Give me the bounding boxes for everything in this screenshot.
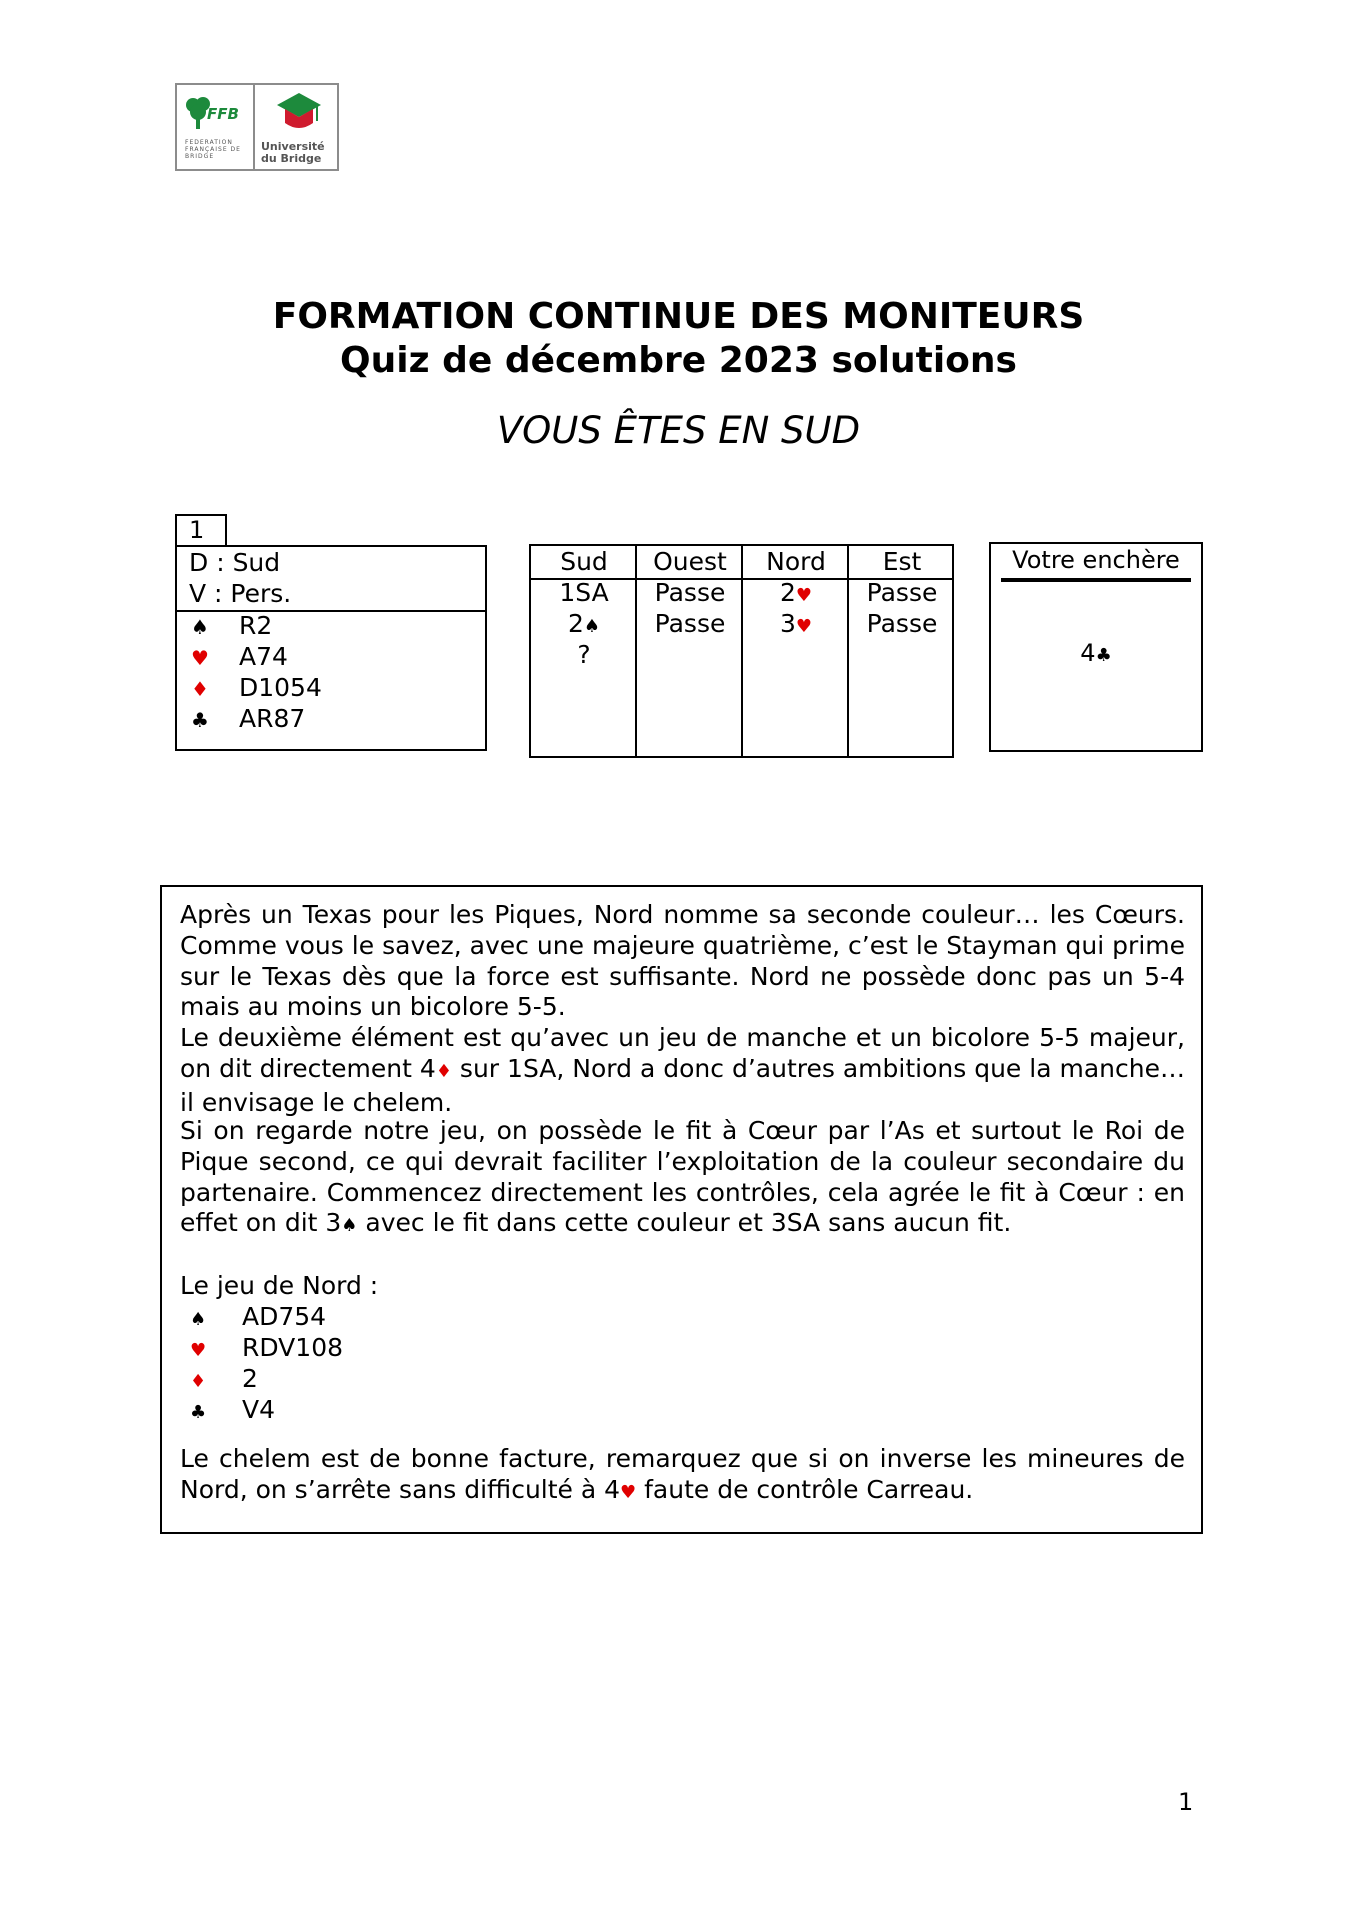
south-hand-box — [175, 545, 487, 751]
ffb-logo-subtext: FEDERATION FRANÇAISE DE BRIDGE — [185, 139, 241, 160]
page-number: 1 — [1178, 1788, 1194, 1816]
auction-bid — [743, 577, 849, 611]
club-cards: AR87 — [239, 704, 306, 733]
dealer-label: D : Sud — [189, 548, 281, 577]
ffb-logo-text: FFB — [207, 105, 239, 123]
diamond-icon: ♦ — [190, 1371, 207, 1392]
solution-paragraph-4 — [180, 1444, 1185, 1509]
auction-col-nord — [743, 546, 849, 756]
text-fragment: Nord, on s’arrête sans difficulté à 4 — [180, 1474, 621, 1504]
board-number: 1 — [175, 514, 227, 547]
hand-row-clubs — [187, 703, 305, 736]
page-title: FORMATION CONTINUE DES MONITEURS — [272, 296, 1085, 337]
text-fragment: avec le fit dans cette couleur et 3SA sans aucun fit. — [357, 1208, 1012, 1238]
position-heading: VOUS ÊTES EN SUD — [496, 409, 861, 452]
your-bid-value — [991, 638, 1201, 671]
page-subtitle: Quiz de décembre 2023 solutions — [340, 340, 1017, 381]
north-diamond-cards: 2 — [242, 1364, 258, 1393]
auction-col-est — [849, 546, 955, 756]
text-fragment: sur 1SA, Nord a donc d’autres ambitions que la manche… — [451, 1053, 1185, 1083]
auction-header-ouest: Ouest — [653, 547, 727, 576]
bid-level: 2 — [779, 578, 796, 607]
auction-bid — [743, 608, 849, 642]
text-line: Le deuxième élément est qu’avec un jeu de manche et un bicolore 5-5 majeur, — [180, 1023, 1185, 1052]
ffb-logo — [175, 83, 339, 171]
diamond-icon: ♦ — [191, 677, 209, 701]
solution-paragraph-2 — [180, 1023, 1185, 1118]
north-heart-cards: RDV108 — [242, 1333, 344, 1362]
text-line — [180, 1054, 1185, 1088]
text-line: partenaire. Commencez directement les contrôles, cela agrée le fit à Cœur : en — [180, 1177, 1185, 1207]
graduation-cap-icon — [275, 91, 323, 135]
heart-icon: ♥ — [795, 616, 813, 637]
hand-row-spades — [187, 610, 272, 643]
auction-bid — [531, 608, 637, 642]
text-line: Après un Texas pour les Piques, Nord nomme sa seconde couleur… les Cœurs. — [180, 900, 1185, 929]
diamond-icon: ♦ — [435, 1060, 452, 1082]
spade-cards: R2 — [239, 611, 273, 640]
hand-row-hearts — [187, 641, 288, 674]
text-line: mais au moins un bicolore 5-5. — [180, 992, 566, 1022]
heart-icon: ♥ — [795, 585, 813, 606]
heart-icon: ♥ — [191, 646, 209, 670]
your-bid-box — [989, 542, 1203, 752]
north-row-clubs — [180, 1394, 275, 1428]
text-fragment: effet on dit 3 — [180, 1208, 342, 1238]
spade-icon: ♠ — [341, 1215, 358, 1237]
auction-header-nord: Nord — [766, 547, 826, 576]
club-icon: ♣ — [191, 708, 209, 732]
text-line: Comme vous le savez, avec une majeure quatrième, c’est le Stayman qui prime — [180, 930, 1185, 960]
text-line: Le chelem est de bonne facture, remarquez que si on inverse les mineures de — [180, 1444, 1185, 1473]
bid-level: 2 — [567, 609, 584, 638]
text-line: Si on regarde notre jeu, on possède le fit à Cœur par l’As et surtout le Roi de — [180, 1116, 1185, 1145]
text-line: sur le Texas dès que la force est suffisante. Nord ne possède donc pas un 5-4 — [180, 961, 1185, 991]
text-fragment: on dit directement 4 — [180, 1053, 436, 1083]
north-club-cards: V4 — [242, 1395, 276, 1424]
logo-divider — [253, 85, 255, 169]
vulnerability-label: V : Pers. — [189, 579, 292, 608]
north-hand-label: Le jeu de Nord : — [180, 1271, 379, 1300]
auction-bid: 1SA — [559, 578, 609, 607]
north-row-diamonds — [180, 1363, 258, 1397]
north-row-spades — [180, 1301, 326, 1335]
north-row-hearts — [180, 1332, 343, 1366]
spade-icon: ♠ — [190, 1309, 207, 1330]
your-bid-rule — [1001, 578, 1191, 582]
club-icon: ♣ — [190, 1402, 207, 1423]
text-line — [180, 1208, 1185, 1242]
auction-bid: Passe — [654, 609, 726, 638]
spade-icon: ♠ — [191, 615, 209, 639]
spade-icon: ♠ — [583, 616, 601, 637]
auction-table — [529, 544, 954, 758]
bid-level: 4 — [1080, 639, 1096, 667]
auction-header-est: Est — [882, 547, 922, 576]
solution-paragraph-3 — [180, 1116, 1185, 1242]
bid-level: 3 — [779, 609, 796, 638]
auction-header-sud: Sud — [560, 547, 608, 576]
club-icon: ♣ — [1095, 645, 1112, 666]
your-bid-label: Votre enchère — [1012, 546, 1180, 574]
auction-col-sud — [531, 546, 637, 756]
heart-icon: ♥ — [190, 1340, 207, 1361]
text-line — [180, 1475, 1185, 1509]
hand-row-diamonds — [187, 672, 322, 705]
solution-paragraph-1 — [180, 900, 1185, 1023]
auction-bid: Passe — [866, 609, 938, 638]
auction-bid: ? — [577, 640, 591, 669]
diamond-cards: D1054 — [239, 673, 322, 702]
auction-bid: Passe — [866, 578, 938, 607]
universite-logo-text: Université du Bridge — [261, 140, 325, 165]
heart-cards: A74 — [239, 642, 288, 671]
text-line: Pique second, ce qui devrait faciliter l’exploitation de la couleur secondaire du — [180, 1146, 1185, 1176]
solution-box — [160, 885, 1203, 1534]
north-spade-cards: AD754 — [242, 1302, 327, 1331]
text-fragment: faute de contrôle Carreau. — [636, 1474, 974, 1504]
auction-bid: Passe — [654, 578, 726, 607]
text-line: il envisage le chelem. — [180, 1087, 453, 1117]
heart-icon: ♥ — [620, 1481, 637, 1503]
auction-col-ouest — [637, 546, 743, 756]
